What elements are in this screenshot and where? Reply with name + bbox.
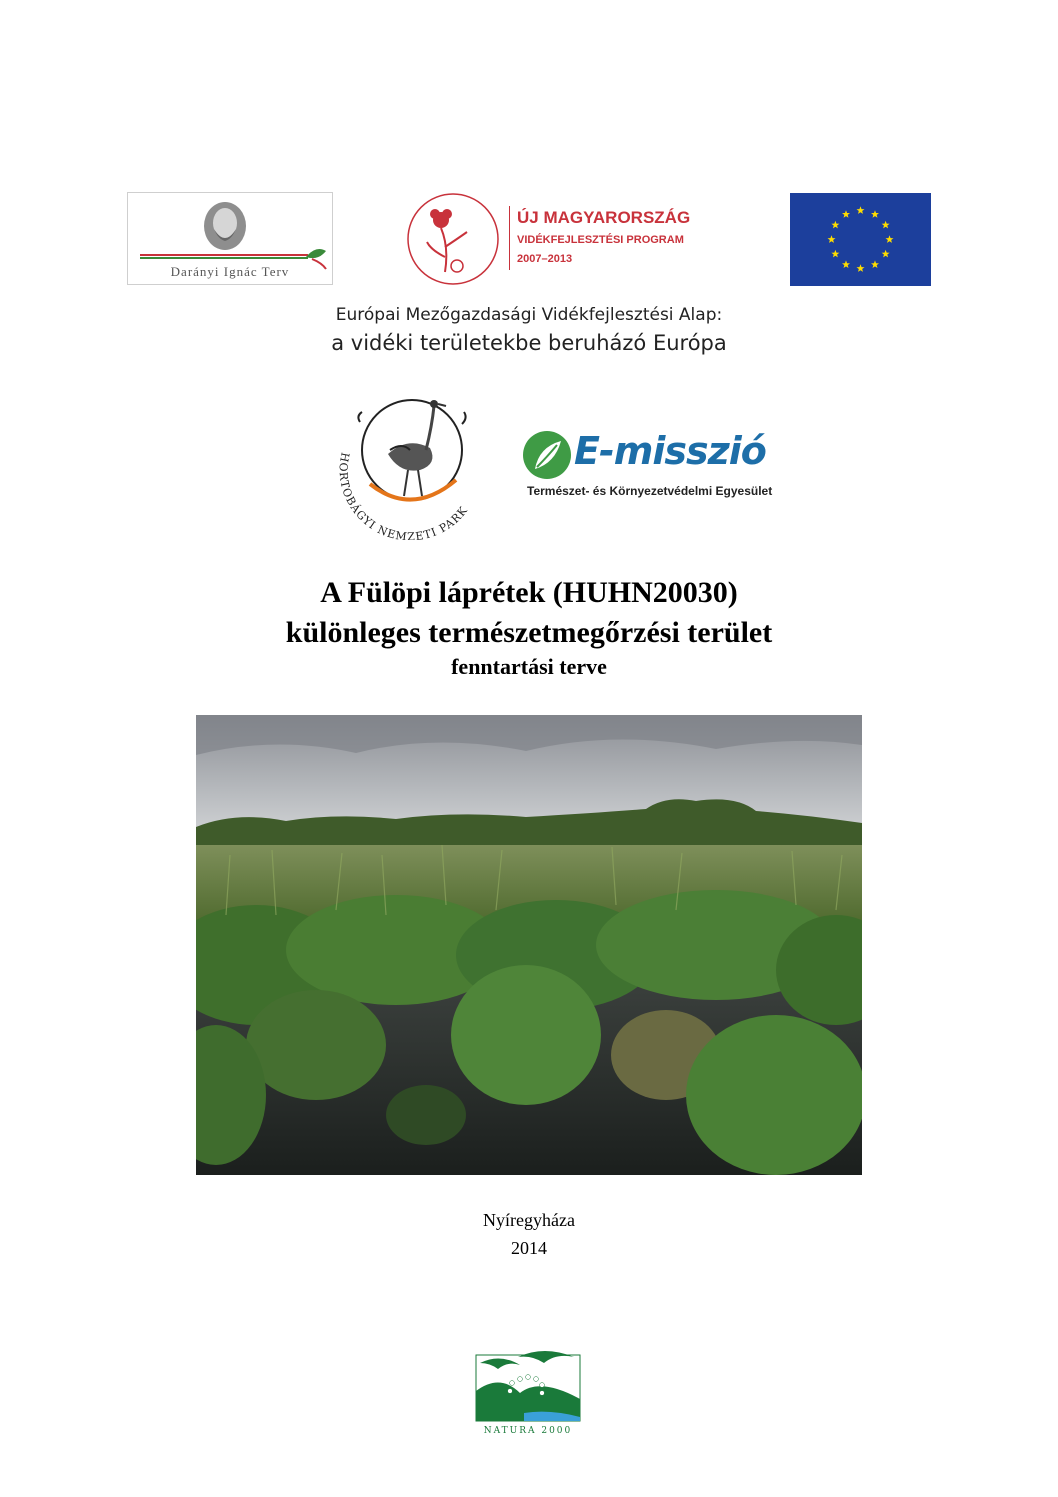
uj-magyarorszag-logo bbox=[405, 192, 725, 287]
eu-star-icon bbox=[828, 235, 836, 243]
flower-icon bbox=[405, 192, 505, 287]
eu-star-icon bbox=[857, 264, 865, 272]
publication-year: 2014 bbox=[511, 1238, 547, 1258]
document-title bbox=[0, 574, 1058, 680]
eu-star-icon bbox=[886, 235, 894, 243]
wetland-image bbox=[196, 715, 862, 1175]
natura-text: NATURA 2000 bbox=[483, 1426, 573, 1436]
crane-icon bbox=[330, 392, 490, 540]
title-line-2: különleges természetmegőrzési terület bbox=[285, 616, 773, 649]
natura-birds-icon bbox=[470, 1343, 586, 1437]
wetland-photo bbox=[196, 715, 862, 1175]
eu-star-icon bbox=[842, 210, 850, 218]
eu-star-icon bbox=[882, 250, 890, 258]
uj-magyarorszag-title: ÚJ MAGYARORSZÁG bbox=[517, 208, 691, 227]
daranyi-ignac-terv-logo bbox=[127, 192, 333, 285]
title-line-3: fenntartási terve bbox=[451, 654, 607, 679]
hnp-arc-text: HORTOBÁGYI NEMZETI PARK bbox=[336, 451, 471, 540]
eu-star-icon bbox=[882, 221, 890, 229]
eu-star-icon bbox=[871, 260, 879, 268]
e-misszio-logo bbox=[518, 425, 788, 505]
eu-flag-logo bbox=[790, 193, 931, 286]
uj-magyarorszag-subtitle: VIDÉKFEJLESZTÉSI PROGRAM bbox=[517, 234, 684, 246]
eu-star-icon bbox=[871, 210, 879, 218]
divider bbox=[509, 206, 510, 270]
eu-flag-icon bbox=[790, 193, 931, 286]
uj-magyarorszag-years: 2007–2013 bbox=[517, 253, 573, 265]
hortobagyi-nemzeti-park-logo bbox=[330, 392, 490, 540]
emva-slogan bbox=[200, 302, 858, 358]
eu-star-icon bbox=[831, 250, 839, 258]
e-misszio-name: E-misszió bbox=[574, 429, 766, 473]
daranyi-caption: Darányi Ignác Terv bbox=[170, 264, 290, 279]
eu-star-icon bbox=[831, 221, 839, 229]
eu-star-icon bbox=[857, 206, 865, 214]
e-misszio-subtitle: Természet- és Környezetvédelmi Egyesület bbox=[527, 484, 773, 498]
natura-2000-logo bbox=[470, 1343, 586, 1437]
emva-line-1: Európai Mezőgazdasági Vidékfejlesztési Alap: bbox=[335, 305, 723, 325]
eu-star-icon bbox=[842, 260, 850, 268]
emva-line-2: a vidéki területekbe beruházó Európa bbox=[331, 331, 727, 355]
leaf-globe-icon bbox=[521, 429, 573, 481]
imprint bbox=[0, 1206, 1058, 1262]
place-name: Nyíregyháza bbox=[483, 1210, 575, 1230]
title-line-1: A Fülöpi láprétek (HUHN20030) bbox=[320, 576, 738, 609]
